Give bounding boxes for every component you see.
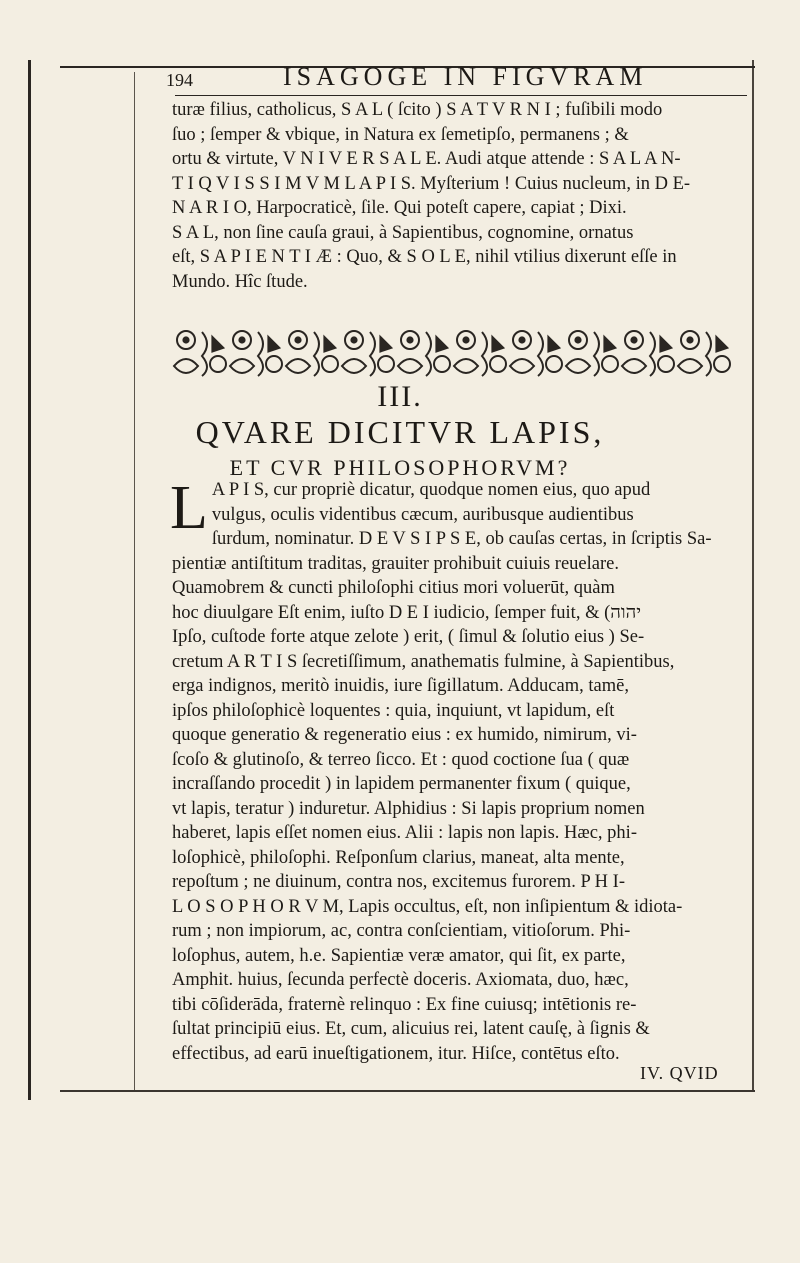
text-line: loſophicè, philoſophi. Reſponſum clarius, maneat, alta mente, — [172, 847, 625, 868]
text-line: ortu & virtute, V N I V E R S A L E. Audi atque attende : S A L A N- — [172, 149, 681, 169]
ornamental-band — [172, 326, 740, 380]
paragraph-section2 — [170, 474, 742, 1066]
text-line: quoque generatio & regeneratio eius : ex humido, nimirum, vi- — [172, 725, 637, 745]
text-line: ſurdum, nominatur. D E V S I P S E, ob cauſas certas, in ſcriptis Sa- — [211, 529, 712, 549]
text-line: effectibus, ad earū inueſtigationem, itur. Hiſce, contētus eſto. — [172, 1043, 620, 1064]
text-line: hoc diuulgare Eſt enim, iuſto D E I iudicio, ſemper fuit, & (יהוה — [172, 602, 642, 623]
text-line: L O S O P H O R V M, Lapis occultus, eſt, non inſipientum & idiota- — [172, 896, 683, 917]
text-line: pientiæ antiſtitum traditas, grauiter prohibuit cuiuis reuelare. — [172, 553, 619, 574]
text-line: rum ; non impiorum, ac, contra conſcientiam, vitioſorum. Phi- — [172, 921, 631, 941]
text-line: N A R I O, Harpocraticè, ſile. Qui poteſt capere, capiat ; Dixi. — [172, 198, 627, 218]
catchword: IV. QVID — [640, 1063, 719, 1083]
text-line: ipſos philoſophicè loquentes : quia, inquiunt, vt lapidum, eſt — [172, 700, 615, 721]
text-line: T I Q V I S S I M V M L A P I S. Myſterium ! Cuius nucleum, in D E- — [172, 173, 691, 194]
text-line: incraſſando procedit ) in lapidem permanenter fixum ( quique, — [172, 774, 631, 794]
text-line: ſultat principiū eius. Et, cum, alicuius rei, latent cauſę, à ſignis & — [172, 1019, 650, 1039]
text-line: repoſtum ; ne diuinum, contra nos, excitemus furorem. P H I- — [172, 872, 625, 892]
text-line: eſt, S A P I E N T I Æ : Quo, & S O L E, nihil vtilius dixerunt eſſe in — [172, 247, 677, 267]
text-line: loſophus, autem, h.e. Sapientiæ veræ amator, qui ſit, ex parte, — [172, 945, 626, 966]
chapter-subtitle: ET CVR PHILOSOPHORVM? — [229, 455, 571, 480]
text-line: Amphit. huius, ſecunda perfectè doceris. Axiomata, duo, hæc, — [172, 970, 629, 990]
page-number: 194 — [166, 70, 193, 90]
chapter-number: III. — [377, 380, 423, 413]
text-line: S A L, non ſine cauſa graui, à Sapientibus, cognomine, ornatus — [172, 222, 634, 243]
page-edge-left — [28, 60, 31, 1100]
text-line: vt lapis, teratur ) induretur. Alphidius : Si lapis proprium nomen — [172, 798, 645, 819]
text-line: tibi cōſiderāda, fraternè relinquo : Ex fine cuiusq; intētionis re- — [172, 994, 637, 1015]
page-edge-right — [752, 60, 754, 1090]
text-line: ſcoſo & glutinoſo, & terreo ſicco. Et : quod coctione ſua ( quæ — [172, 749, 630, 770]
header-underline — [175, 95, 747, 96]
text-line: cretum A R T I S ſecretiſſimum, anathematis fulmine, à Sapientibus, — [172, 651, 675, 672]
footer-rule — [60, 1090, 755, 1092]
text-line: ſuo ; ſemper & vbique, in Natura ex ſemetipſo, permanens ; & — [172, 124, 629, 145]
running-head: ISAGOGE IN FIGVRAM — [283, 62, 648, 91]
text-line: vulgus, oculis videntibus cæcum, auribusque audientibus — [211, 504, 634, 525]
paragraph-section1 — [172, 98, 742, 294]
text-line: A P I S, cur propriè dicatur, quodque nomen eius, quo apud — [211, 480, 651, 500]
text-line: Mundo. Hîc ſtude. — [172, 271, 308, 292]
text-line: Quamobrem & cuncti philoſophi citius mori voluerūt, quàm — [172, 578, 615, 598]
chapter-title: QVARE DICITVR LAPIS, — [195, 414, 605, 450]
text-line: Ipſo, cuſtode forte atque zelote ) erit, ( ſimul & ſolutio eius ) Se- — [172, 627, 645, 647]
text-line: turæ filius, catholicus, S A L ( ſcito ) S A T V R N I ; fuſibili modo — [172, 100, 663, 120]
text-line: haberet, lapis eſſet nomen eius. Alii : lapis non lapis. Hæc, phi- — [172, 823, 637, 843]
drop-cap: L — [170, 474, 208, 542]
text-line: erga indignos, meritò inuidis, iure ſigillatum. Adducam, tamē, — [172, 676, 629, 696]
margin-rule — [134, 72, 135, 1092]
